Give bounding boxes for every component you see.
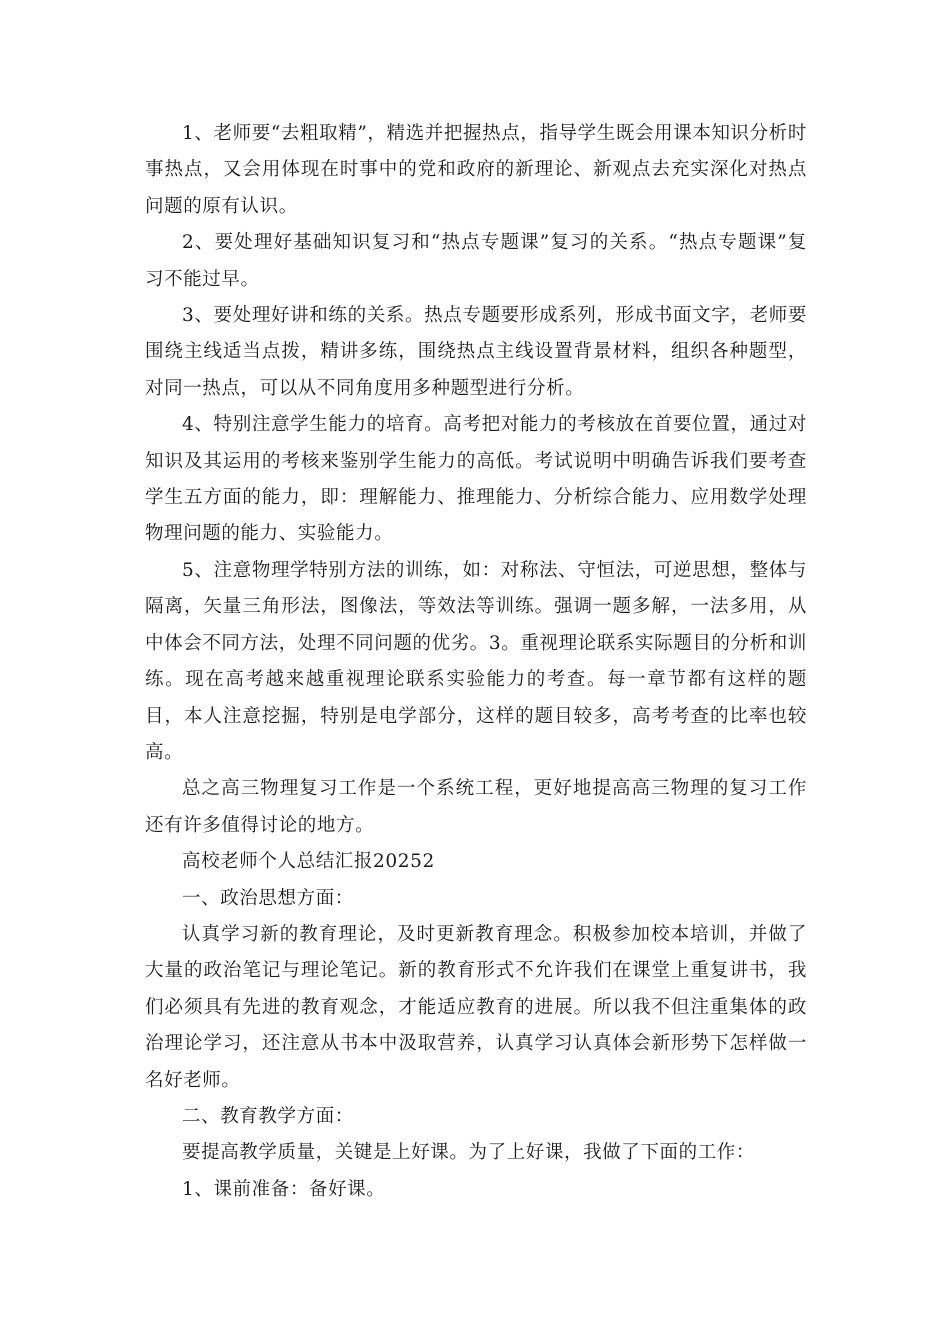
paragraph-political-thought: 认真学习新的教育理论，及时更新教育理念。积极参加校本培训，并做了大量的政治笔记与理论笔记。新的教育形式不允许我们在课堂上重复讲书，我们必须具有先进的教育观念，才能适应教育的进展。所以我不但注重集体的政治理论学习，还注意从书本中汲取营养，认真学习认真体会新形势下怎样做一名好老师。 xyxy=(145,923,807,1091)
heading-political-thought: 一、政治思想方面： xyxy=(182,887,354,909)
paragraph-conclusion: 总之高三物理复习工作是一个系统工程，更好地提高高三物理的复习工作还有许多值得讨论的地方。 xyxy=(145,778,807,836)
document-body xyxy=(145,116,807,1208)
paragraph-point-2: 2、要处理好基础知识复习和“热点专题课”复习的关系。“热点专题课”复习不能过早。 xyxy=(145,232,807,290)
paragraph-lesson-preparation: 1、课前准备：备好课。 xyxy=(182,1178,386,1200)
paragraph-point-3: 3、要处理好讲和练的关系。热点专题要形成系列，形成书面文字，老师要围绕主线适当点拨，精讲多练，围绕热点主线设置背景材料，组织各种题型，对同一热点，可以从不同角度用多种题型进行分析。 xyxy=(145,305,807,399)
paragraph-point-5: 5、注意物理学特别方法的训练，如：对称法、守恒法，可逆思想，整体与隔离，矢量三角形法，图像法，等效法等训练。强调一题多解，一法多用，从中体会不同方法，处理不同问题的优劣。3。重视理论联系实际题目的分析和训练。现在高考越来越重视理论联系实验能力的考查。每一章节都有这样的题目，本人注意挖掘，特别是电学部分，这样的题目较多，高考考查的比率也较高。 xyxy=(145,559,807,763)
heading-education-teaching: 二、教育教学方面： xyxy=(182,1105,354,1127)
paragraph-point-1: 1、老师要“去粗取精”，精选并把握热点，指导学生既会用课本知识分析时事热点，又会用体现在时事中的党和政府的新理论、新观点去充实深化对热点问题的原有认识。 xyxy=(145,123,807,217)
section-title: 高校老师个人总结汇报20252 xyxy=(182,851,435,873)
paragraph-teaching-quality: 要提高教学质量，关键是上好课。为了上好课，我做了下面的工作： xyxy=(182,1142,756,1164)
paragraph-point-4: 4、特别注意学生能力的培育。高考把对能力的考核放在首要位置，通过对知识及其运用的考核来鉴别学生能力的高低。考试说明中明确告诉我们要考查学生五方面的能力，即：理解能力、推理能力、分析综合能力、应用数学处理物理问题的能力、实验能力。 xyxy=(145,414,807,545)
